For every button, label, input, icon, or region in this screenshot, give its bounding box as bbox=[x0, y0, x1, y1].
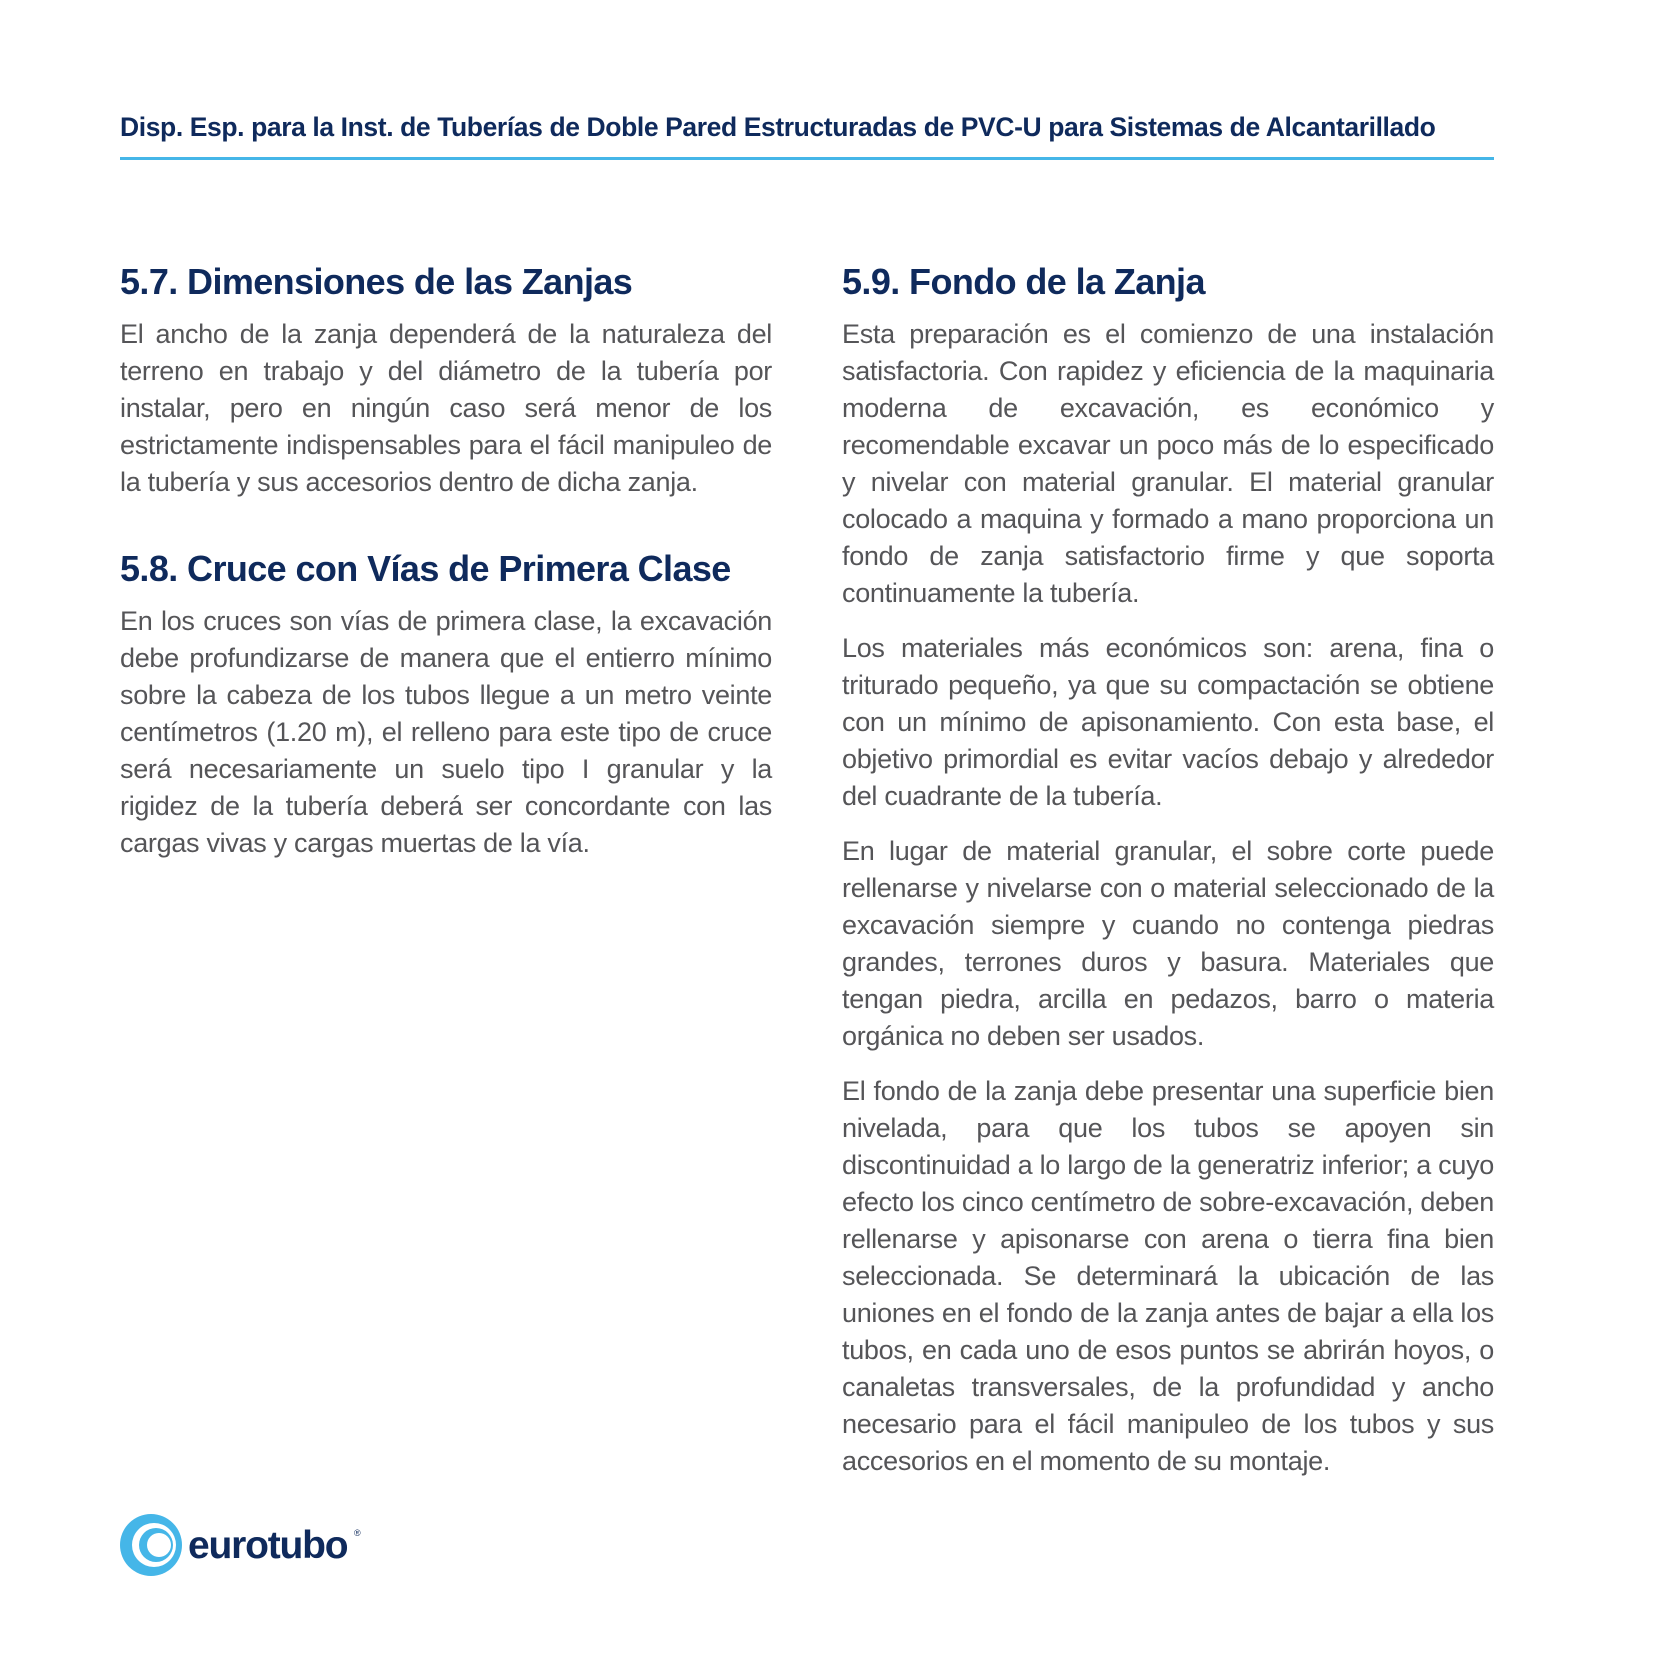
section-title-5-7: 5.7. Dimensiones de las Zanjas bbox=[120, 261, 633, 302]
section-5-9-paragraph-4: El fondo de la zanja debe presentar una superficie bien nivelada, para que los tubos se apoyen sin discontinuidad a lo largo de la generatriz inferior; a cuyo efecto los cinco centímetro de sobre-excavación, deben rellenarse y apisonarse con arena o tierra fina bien seleccionada. Se determinará la ubicación de las uniones en el fondo de la zanja antes de bajar a ella los tubos, en cada uno de esos puntos se abrirán hoyos, o canaletas transversales, de la profundidad y ancho necesario para el fácil manipuleo de los tubos y sus accesorios en el momento de su montaje. bbox=[842, 1076, 1494, 1476]
logo-wordmark: eurotubo bbox=[188, 1524, 348, 1567]
section-5-7-paragraph: El ancho de la zanja dependerá de la naturaleza del terreno en trabajo y del diámetro de la tubería por instalar, pero en ningún caso será menor de los estrictamente indispensables para el fácil manipuleo de la tubería y sus accesorios dentro de dicha zanja. bbox=[120, 319, 772, 497]
section-5-8-paragraph: En los cruces son vías de primera clase, la excavación debe profundizarse de manera que el entierro mínimo sobre la cabeza de los tubos llegue a un metro veinte centímetros (1.20 m), el relleno para este tipo de cruce será necesariamente un suelo tipo I granular y la rigidez de la tubería deberá ser concordante con las cargas vivas y cargas muertas de la vía. bbox=[120, 606, 772, 858]
running-header: Disp. Esp. para la Inst. de Tuberías de Doble Pared Estructuradas de PVC-U para Sistemas de Alcantarillado bbox=[120, 112, 1436, 142]
left-column bbox=[120, 258, 772, 862]
section-5-9-paragraph-1: Esta preparación es el comienzo de una instalación satisfactoria. Con rapidez y eficiencia de la maquinaria moderna de excavación, es económico y recomendable excavar un poco más de lo especificado y nivelar con material granular. El material granular colocado a maquina y formado a mano proporciona un fondo de zanja satisfactorio firme y que soporta continuamente la tubería. bbox=[842, 319, 1494, 608]
header-divider bbox=[120, 157, 1494, 160]
section-5-9-paragraph-2: Los materiales más económicos son: arena, fina o triturado pequeño, ya que su compactación se obtiene con un mínimo de apisonamiento. Con esta base, el objetivo primordial es evitar vacíos debajo y alrededor del cuadrante de la tubería. bbox=[842, 633, 1494, 811]
registered-mark: ® bbox=[354, 1528, 361, 1538]
section-title-5-8: 5.8. Cruce con Vías de Primera Clase bbox=[120, 548, 731, 589]
section-5-9-paragraph-3: En lugar de material granular, el sobre corte puede rellenarse y nivelarse con o material seleccionado de la excavación siempre y cuando no contenga piedras grandes, terrones duros y basura. Materiales que tengan piedra, arcilla en pedazos, barro o materia orgánica no deben ser usados. bbox=[842, 836, 1494, 1051]
section-title-5-9: 5.9. Fondo de la Zanja bbox=[842, 261, 1205, 302]
right-column bbox=[842, 258, 1494, 1480]
eurotubo-logo bbox=[118, 1512, 378, 1582]
eurotubo-swirl-icon bbox=[118, 1512, 184, 1578]
